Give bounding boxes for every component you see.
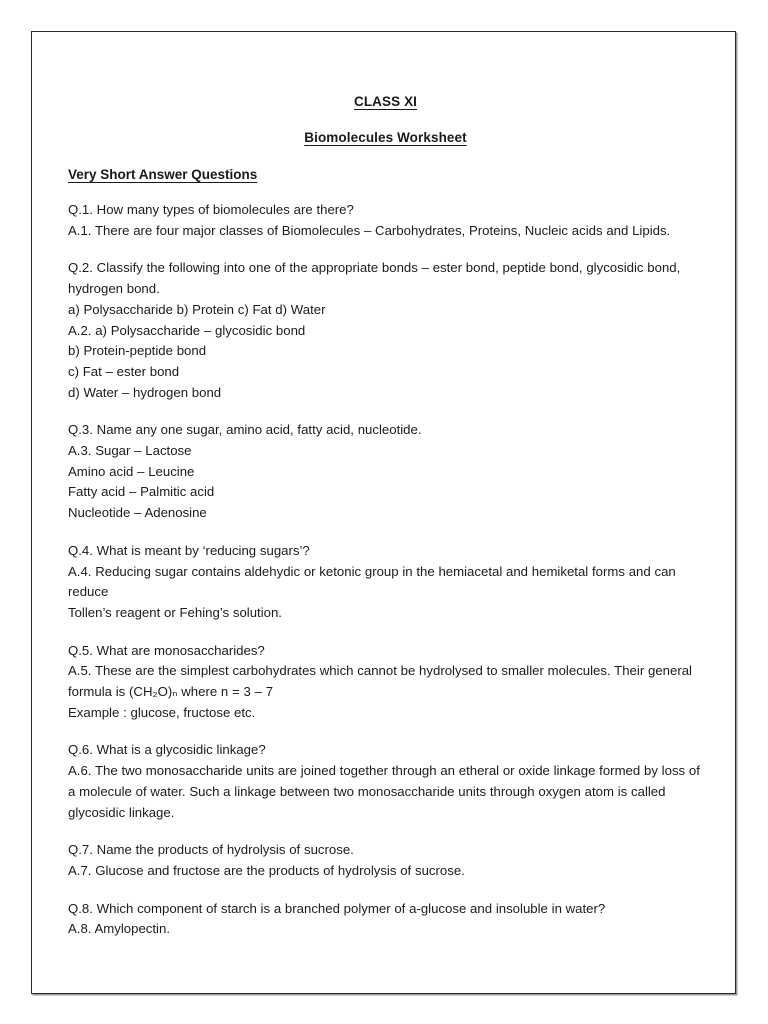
qa-block-q1 xyxy=(68,200,703,241)
answer-line: A.7. Glucose and fructose are the products of hydrolysis of sucrose. xyxy=(68,862,465,878)
question-line: Q.2. Classify the following into one of the appropriate bonds – ester bond, peptide bond, glycosidic bond, hydrogen bond. xyxy=(68,260,681,297)
document-body xyxy=(68,62,703,940)
qa-block-q6 xyxy=(68,740,703,823)
answer-line: Amino acid – Leucine xyxy=(68,463,195,479)
answer-line: A.3. Sugar – Lactose xyxy=(68,443,192,459)
qa-block-q3 xyxy=(68,420,703,524)
answer-line: b) Protein-peptide bond xyxy=(68,343,207,359)
page-title-class-text: CLASS XI xyxy=(353,94,418,109)
answer-line: A.8. Amylopectin. xyxy=(68,921,170,937)
question-line: Q.1. How many types of biomolecules are there? xyxy=(68,202,354,217)
question-line: Q.3. Name any one sugar, amino acid, fatty acid, nucleotide. xyxy=(68,422,422,438)
section-heading-text: Very Short Answer Questions xyxy=(68,167,258,182)
question-line: Q.5. What are monosaccharides? xyxy=(68,642,265,658)
answer-line: A.1. There are four major classes of Biomolecules – Carbohydrates, Proteins, Nucleic acids and Lipids. xyxy=(68,222,671,238)
qa-block-q8 xyxy=(68,899,703,940)
answer-line: A.2. a) Polysaccharide – glycosidic bond xyxy=(68,322,306,338)
answer-line: c) Fat – ester bond xyxy=(68,363,180,379)
page-title-class xyxy=(68,94,703,109)
question-options-line: a) Polysaccharide b) Protein c) Fat d) Water xyxy=(68,301,326,317)
answer-line: A.4. Reducing sugar contains aldehydic or ketonic group in the hemiacetal and hemiketal forms and can reduce xyxy=(68,563,676,600)
section-heading-very-short-answer xyxy=(68,167,703,182)
document-page xyxy=(31,31,736,994)
question-line: Q.7. Name the products of hydrolysis of sucrose. xyxy=(68,842,354,858)
page-title-worksheet-text: Biomolecules Worksheet xyxy=(304,130,467,145)
qa-block-q7 xyxy=(68,840,703,881)
answer-line: A.5. These are the simplest carbohydrates which cannot be hydrolysed to smaller molecules. Their general formula is (CH₂O)ₙ where n = 3 – 7 xyxy=(68,663,692,700)
qa-block-q4 xyxy=(68,541,703,624)
answer-line: Tollen’s reagent or Fehing’s solution. xyxy=(68,604,282,620)
question-line: Q.4. What is meant by ‘reducing sugars’? xyxy=(68,542,310,558)
answer-line: A.6. The two monosaccharide units are joined together through an etheral or oxide linkage formed by loss of a molecule of water. Such a linkage between two monosaccharide units through oxygen atom is called glycosidic linkage. xyxy=(68,763,700,820)
question-line: Q.8. Which component of starch is a branched polymer of a-glucose and insoluble in water? xyxy=(68,900,606,916)
page-title-worksheet xyxy=(68,130,703,145)
answer-line: Fatty acid – Palmitic acid xyxy=(68,484,215,500)
qa-block-q5 xyxy=(68,641,703,724)
answer-line: Nucleotide – Adenosine xyxy=(68,505,207,521)
answer-line: Example : glucose, fructose etc. xyxy=(68,704,256,720)
qa-block-q2 xyxy=(68,258,703,403)
question-line: Q.6. What is a glycosidic linkage? xyxy=(68,742,266,758)
answer-line: d) Water – hydrogen bond xyxy=(68,384,222,400)
